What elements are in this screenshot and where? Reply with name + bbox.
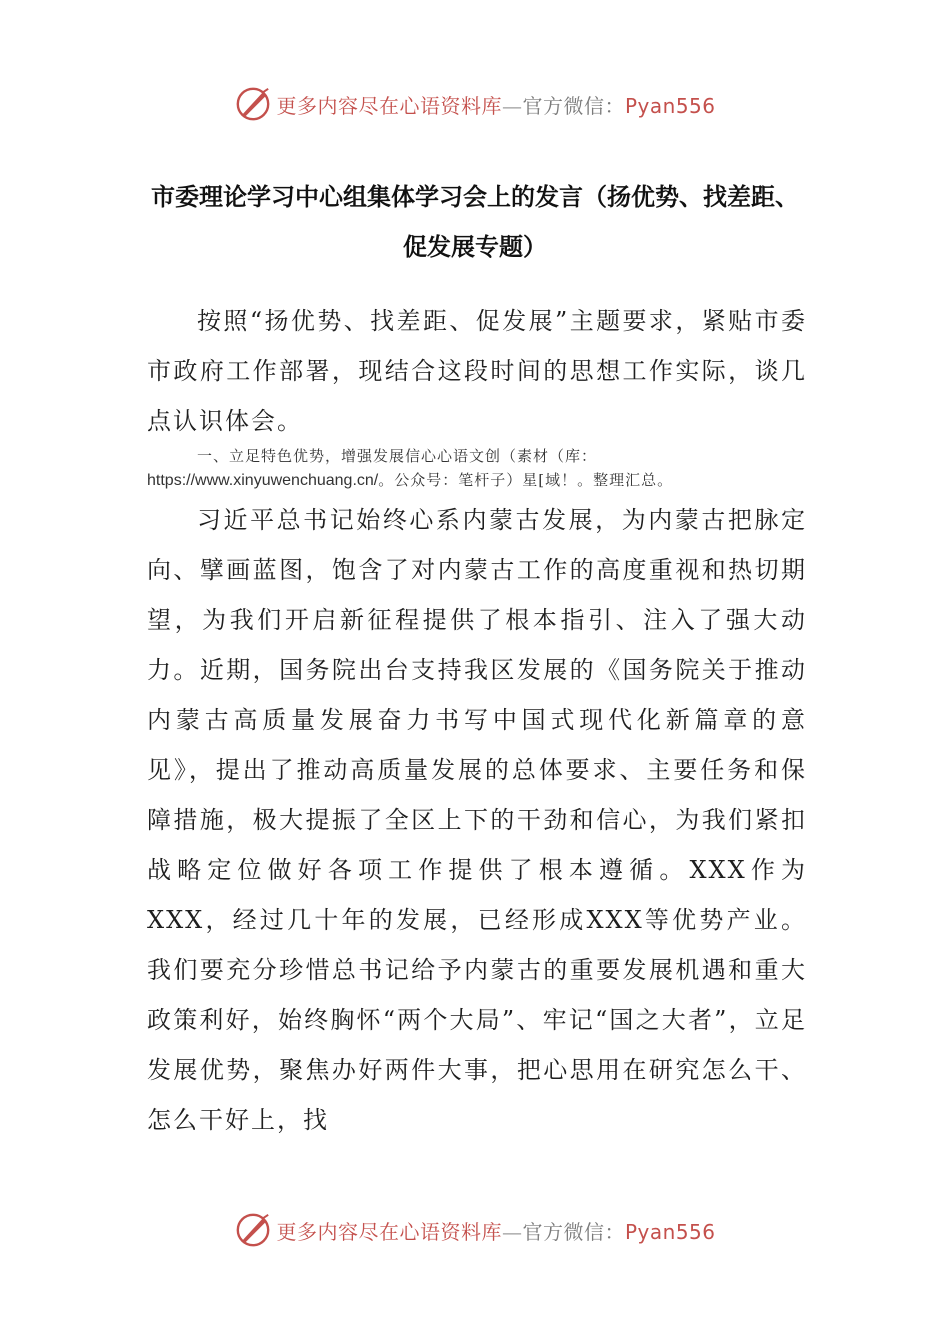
document-title: 市委理论学习中心组集体学习会上的发言（扬优势、找差距、促发展专题） (151, 183, 799, 261)
banner-site-name: 更多内容尽在心语资料库 (276, 1219, 502, 1244)
body-paragraph: 习近平总书记始终心系内蒙古发展，为内蒙古把脉定向、擘画蓝图，饱含了对内蒙古工作的高度重视和热切期望，为我们开启新征程提供了根本指引、注入了强大动力。近期，国务院出台支持我区发展的《国务院关于推动内蒙古高质量发展奋力书写中国式现代化新篇章的意见》，提出了推动高质量发展的总体要求、主要任务和保障措施，极大提振了全区上下的干劲和信心，为我们紧扣战略定位做好各项工作提供了根本遵循。XXX作为XXX，经过几十年的发展，已经形成XXX等优势产业。我们要充分珍惜总书记给予内蒙古的重要发展机遇和重大政策利好，始终胸怀“两个大局”、牢记“国之大者”，立足发展优势，聚焦办好两件大事，把心思用在研究怎么干、怎么干好上，找 (147, 506, 807, 1134)
section-heading (147, 444, 807, 493)
section-heading-url: https://www.xinyuwenchuang.cn/ (147, 472, 379, 489)
quill-logo-icon (234, 85, 272, 123)
banner-wechat-label: 官方微信： (522, 1219, 625, 1244)
section-heading-text-a: 一、立足特色优势，增强发展信心心语文创（素材（库： (197, 447, 598, 465)
section-heading-text-b: 。公众号：笔杆子）星[域！。整理汇总。 (378, 471, 674, 489)
banner-wechat-id: Pyan556 (624, 93, 716, 118)
banner-wechat-id: Pyan556 (624, 1219, 716, 1244)
banner-site-name: 更多内容尽在心语资料库 (276, 93, 502, 118)
banner-separator: — (501, 93, 523, 118)
footer-watermark-banner (0, 1208, 950, 1252)
banner-text (276, 1216, 715, 1245)
banner-text (276, 90, 715, 119)
header-watermark-banner (0, 82, 950, 126)
banner-wechat-label: 官方微信： (522, 93, 625, 118)
banner-separator: — (501, 1219, 523, 1244)
intro-paragraph: 按照“扬优势、找差距、促发展”主题要求，紧贴市委市政府工作部署，现结合这段时间的思想工作实际，谈几点认识体会。 (147, 307, 807, 435)
quill-logo-icon (234, 1211, 272, 1249)
